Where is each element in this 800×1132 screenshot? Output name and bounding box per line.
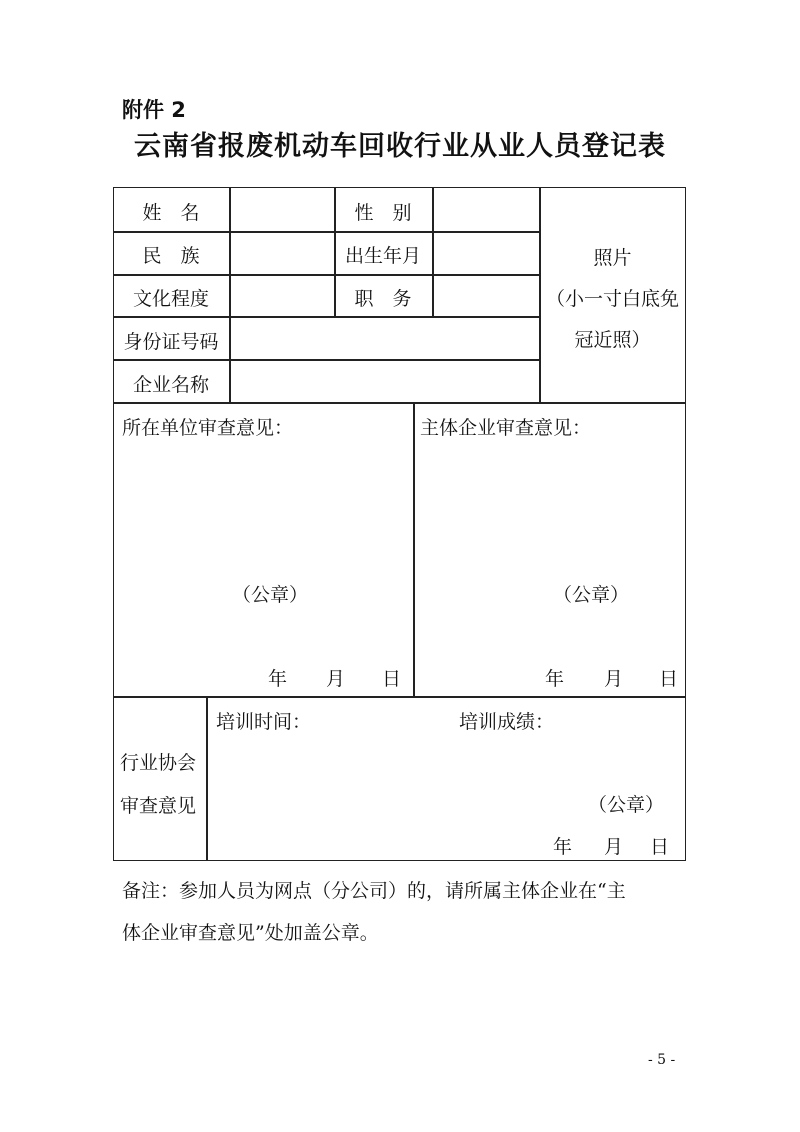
- education-label: 文化程度: [132, 288, 209, 310]
- seal-placeholder: （公章）: [232, 584, 309, 606]
- company-name-label: 企业名称: [132, 374, 209, 396]
- date-month: 月: [604, 668, 624, 690]
- date-day: 日: [659, 668, 679, 690]
- date-year: 年: [545, 668, 565, 690]
- name-label: 姓 名: [142, 202, 200, 224]
- position-label: 职 务: [354, 288, 412, 310]
- attachment-label: 附件 2: [122, 98, 186, 122]
- row-divider: [113, 231, 539, 233]
- photo-requirement: 冠近照）: [574, 329, 651, 351]
- remark-line: 备注：参加人员为网点（分公司）的，请所属主体企业在“主: [122, 880, 626, 902]
- id-number-label: 身份证号码: [123, 331, 219, 353]
- column-divider: [432, 187, 434, 316]
- training-result-label: 培训成绩：: [459, 711, 555, 733]
- page-number: - 5 -: [648, 1052, 676, 1068]
- column-divider: [229, 187, 231, 402]
- ethnicity-label: 民 族: [142, 245, 200, 267]
- date-month: 月: [326, 668, 346, 690]
- date-day: 日: [650, 836, 670, 858]
- birth-date-label: 出生年月: [344, 245, 421, 267]
- row-divider: [113, 402, 686, 404]
- photo-label: 照片: [593, 247, 632, 269]
- photo-requirement: （小一寸白底免: [545, 288, 679, 310]
- association-review-label: 审查意见: [120, 795, 197, 817]
- association-review-label: 行业协会: [120, 752, 197, 774]
- seal-placeholder: （公章）: [588, 794, 665, 816]
- seal-placeholder: （公章）: [553, 584, 630, 606]
- remark-line: 体企业审查意见”处加盖公章。: [122, 922, 379, 944]
- row-divider: [113, 274, 539, 276]
- column-divider: [206, 696, 208, 861]
- row-divider: [113, 696, 686, 698]
- date-year: 年: [268, 668, 288, 690]
- date-year: 年: [553, 836, 573, 858]
- form-title: 云南省报废机动车回收行业从业人员登记表: [134, 131, 666, 162]
- training-time-label: 培训时间：: [216, 711, 312, 733]
- row-divider: [113, 316, 539, 318]
- unit-review-label: 所在单位审查意见：: [122, 417, 294, 439]
- main-enterprise-review-label: 主体企业审查意见：: [420, 417, 592, 439]
- row-divider: [113, 359, 539, 361]
- gender-label: 性 别: [354, 202, 412, 224]
- column-divider: [413, 402, 415, 696]
- date-month: 月: [604, 836, 624, 858]
- date-day: 日: [382, 668, 402, 690]
